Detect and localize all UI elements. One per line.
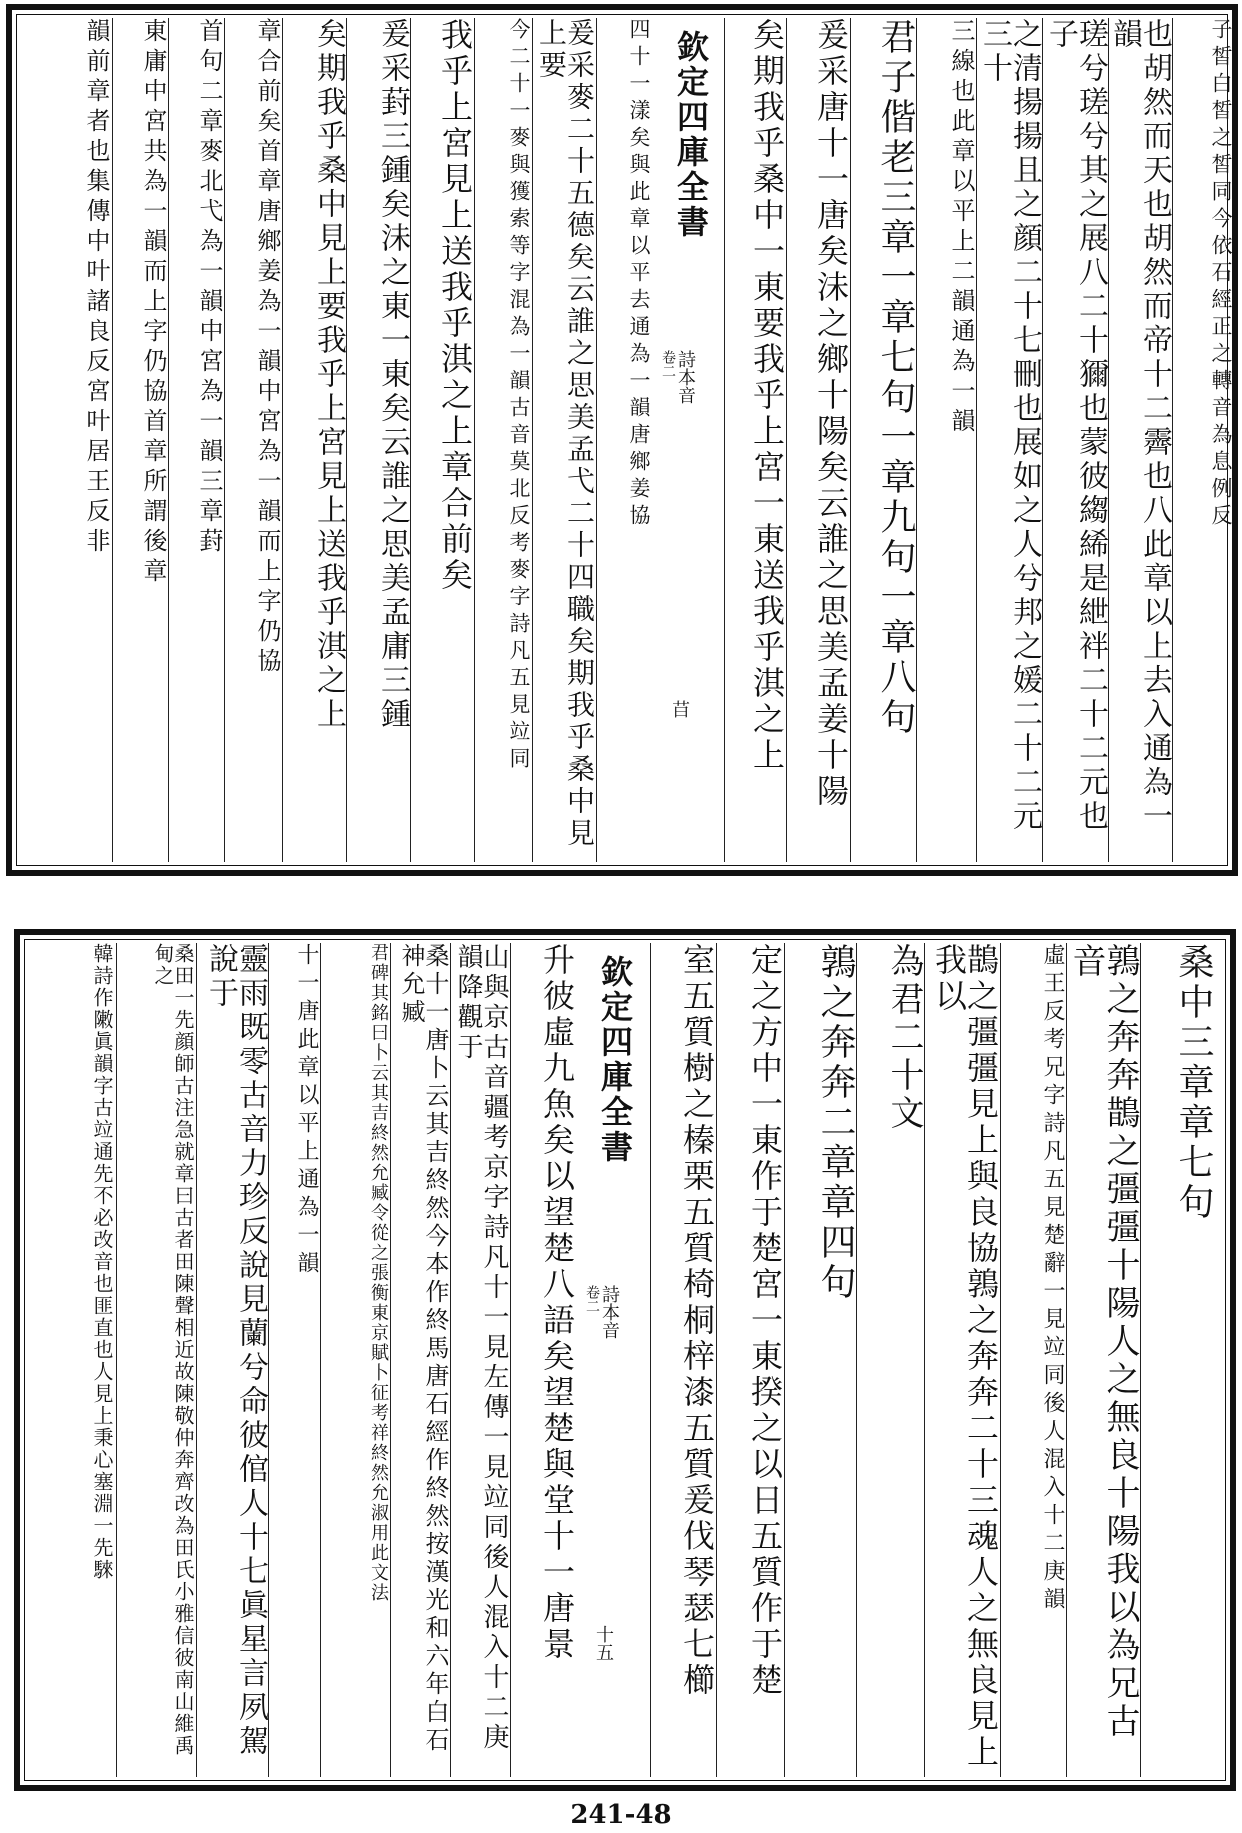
text-column: 韓詩作敶眞韻字古竝通先不必改音也匪直也人見上秉心塞淵一先騋	[90, 943, 114, 1581]
book-name: 詩本音	[675, 350, 696, 404]
text-column: 矣期我乎桑中一東要我乎上宮一東送我乎淇之上	[724, 18, 783, 862]
text-column: 我乎上宮見上送我乎淇之上章合前矣	[410, 18, 471, 862]
bottom-page	[0, 925, 1242, 1805]
text-column: 韻前章者也集傳中叶諸良反宮叶居王反非	[82, 18, 110, 558]
text-column: 定之方中一東作于楚宮一東揆之以日五質作于楚	[716, 943, 781, 1777]
text-column: 鶉之奔奔鵲之彊彊十陽人之無良十陽我以為兄古音	[1066, 943, 1137, 1777]
text-column: 也胡然而天也胡然而帝十二霽也八此章以上去入通為一韻	[1108, 18, 1169, 862]
text-column: 室五質樹之榛栗五質椅桐梓漆五質爰伐琴瑟七櫛	[650, 943, 713, 1777]
text-column: 十一唐此章以平上通為一韻	[268, 943, 317, 1777]
juan-label: 卷二	[660, 350, 676, 378]
text-column: 為君二十文	[856, 943, 921, 1777]
text-column: 君碑其銘曰卜云其吉終然允臧令從之張衡東京賦卜征考祥終然允淑用此文法	[320, 943, 387, 1777]
text-column: 虛王反考兄字詩凡五見楚辭一見竝同後人混入十二庚韻	[1000, 943, 1063, 1777]
text-column: 四十一漾矣與此章以平去通為一韻唐鄉姜協	[596, 18, 649, 862]
top-page-frame	[6, 4, 1238, 876]
text-column: 瑳兮瑳兮其之展八二十獮也蒙彼縐絺是紲袢二十二元也子	[1042, 18, 1105, 862]
text-column: 矣期我乎桑中見上要我乎上宮見上送我乎淇之上	[282, 18, 343, 862]
leaf-number: 䒤	[669, 700, 690, 718]
text-column: 首句二章麥北弋為一韻中宮為一韻三章葑	[168, 18, 221, 862]
text-column: 鶉之奔奔二章章四句	[784, 943, 853, 1777]
text-column: 章合前矣首章唐鄉姜為一韻中宮為一韻而上字仍協	[224, 18, 279, 862]
text-column: 鵲之彊彊見上與良協鶉之奔奔二十三魂人之無良見上我以	[924, 943, 997, 1777]
text-column: 靈雨既零古音力珍反說見蘭兮命彼倌人十七眞星言夙駕說于	[196, 943, 265, 1777]
juan-label: 卷二	[584, 1285, 600, 1313]
center-column	[652, 20, 720, 860]
center-column	[576, 945, 646, 1775]
book-title: 欽定四庫全書	[596, 955, 634, 1165]
text-column: 今二十一麥與獲索等字混為一韻古音莫北反考麥字詩凡五見竝同	[474, 18, 529, 862]
text-column: 桑中三章章七句	[1140, 943, 1211, 1777]
book-title: 欽定四庫全書	[672, 30, 710, 240]
text-column: 升彼虛九魚矣以望楚八語矣望楚與堂十一唐景	[510, 943, 573, 1777]
text-column: 爰采唐十一唐矣沬之鄉十陽矣云誰之思美孟姜十陽	[786, 18, 847, 862]
bottom-page-frame	[14, 929, 1236, 1791]
text-column: 桑十一唐卜云其吉終然今本作終馬唐石經作終然按漢光和六年白石神允臧	[390, 943, 447, 1777]
text-column: 爰采麥二十五德矣云誰之思美孟弋二十四職矣期我乎桑中見上要	[532, 18, 593, 862]
leaf-number: 十五	[593, 1625, 614, 1661]
text-column: 君子偕老三章一章七句一章九句一章八句	[850, 18, 913, 862]
page-number: 241-48	[570, 1800, 672, 1830]
text-column: 爰采葑三鍾矣沬之東一東矣云誰之思美孟庸三鍾	[346, 18, 407, 862]
book-name: 詩本音	[599, 1285, 620, 1339]
text-column: 山與京古音疆考京字詩凡十一見左傳一見竝同後人混入十二庚韻降觀于	[450, 943, 507, 1777]
text-column: 桑田一先顔師古注急就章曰古者田陳聲相近故陳敬仲奔齊改為田氏小雅信彼南山維禹甸之	[116, 943, 193, 1777]
text-column: 三線也此章以平上二韻通為一韻	[916, 18, 973, 862]
text-column: 子皙白皙之皙同今依石經正之轉音為息例反	[1172, 18, 1231, 862]
text-column: 東庸中宮共為一韻而上字仍協首章所謂後章	[112, 18, 165, 862]
text-column: 之清揚揚且之顔二十七刪也展如之人兮邦之媛二十二元三十	[976, 18, 1039, 862]
top-page	[0, 0, 1242, 880]
